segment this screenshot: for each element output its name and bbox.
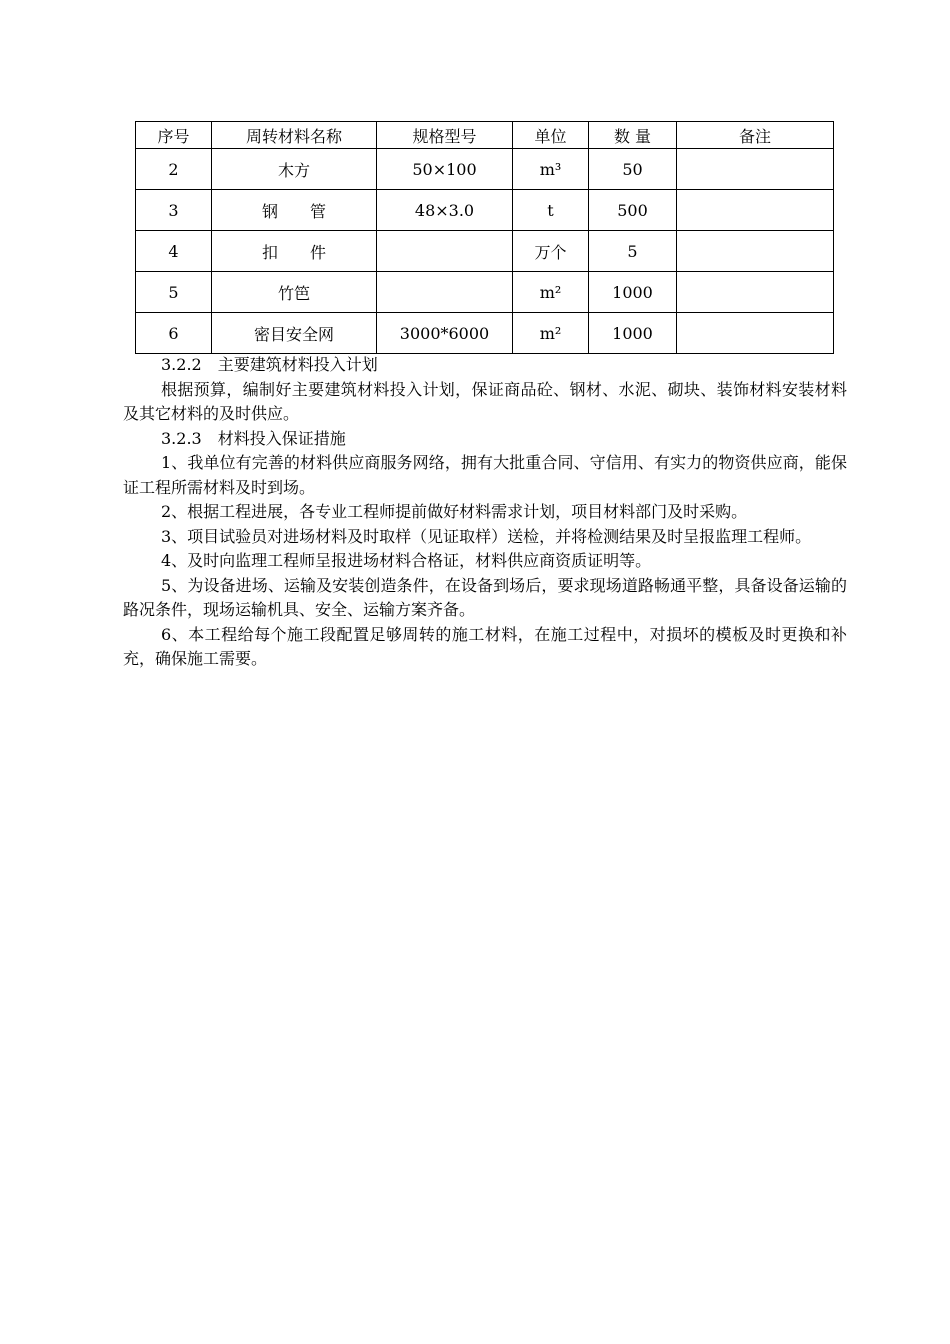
cell-material-name: 竹笆	[212, 272, 377, 313]
cell-remarks	[677, 149, 834, 190]
body-text	[123, 353, 847, 672]
cell-spec	[377, 272, 513, 313]
cell-quantity: 1000	[589, 272, 677, 313]
cell-index: 2	[136, 149, 212, 190]
cell-remarks	[677, 272, 834, 313]
cell-unit: 万个	[513, 231, 589, 272]
list-item: 4、及时向监理工程师呈报进场材料合格证，材料供应商资质证明等。	[161, 551, 652, 570]
cell-material-name: 钢 管	[212, 190, 377, 231]
header-quantity: 数 量	[589, 122, 677, 149]
cell-quantity: 1000	[589, 313, 677, 354]
table-row	[136, 149, 834, 190]
header-unit: 单位	[513, 122, 589, 149]
cell-index: 5	[136, 272, 212, 313]
cell-unit: t	[513, 190, 589, 231]
cell-spec: 3000*6000	[377, 313, 513, 354]
header-spec: 规格型号	[377, 122, 513, 149]
materials-table	[135, 121, 834, 354]
header-index: 序号	[136, 122, 212, 149]
section-322-paragraph: 根据预算，编制好主要建筑材料投入计划，保证商品砼、钢材、水泥、砌块、装饰材料安装材料及其它材料的及时供应。	[123, 379, 847, 423]
cell-index: 4	[136, 231, 212, 272]
cell-index: 6	[136, 313, 212, 354]
cell-spec: 48×3.0	[377, 190, 513, 231]
cell-quantity: 500	[589, 190, 677, 231]
table-row	[136, 272, 834, 313]
header-remarks: 备注	[677, 122, 834, 149]
cell-remarks	[677, 190, 834, 231]
list-item: 2、根据工程进展，各专业工程师提前做好材料需求计划，项目材料部门及时采购。	[161, 502, 748, 521]
header-material-name: 周转材料名称	[212, 122, 377, 149]
cell-material-name: 木方	[212, 149, 377, 190]
cell-index: 3	[136, 190, 212, 231]
list-item: 5、为设备进场、运输及安装创造条件，在设备到场后，要求现场道路畅通平整，具备设备运输的路况条件，现场运输机具、安全、运输方案齐备。	[123, 575, 847, 619]
cell-unit: m²	[513, 272, 589, 313]
cell-quantity: 50	[589, 149, 677, 190]
cell-unit: m³	[513, 149, 589, 190]
table-row	[136, 190, 834, 231]
list-item: 1、我单位有完善的材料供应商服务网络，拥有大批重合同、守信用、有实力的物资供应商，能保证工程所需材料及时到场。	[123, 453, 847, 497]
cell-remarks	[677, 313, 834, 354]
cell-material-name: 密目安全网	[212, 313, 377, 354]
cell-material-name: 扣 件	[212, 231, 377, 272]
list-item: 6、本工程给每个施工段配置足够周转的施工材料，在施工过程中，对损坏的模板及时更换和补充，确保施工需要。	[123, 624, 847, 668]
cell-spec	[377, 231, 513, 272]
cell-quantity: 5	[589, 231, 677, 272]
cell-spec: 50×100	[377, 149, 513, 190]
section-323-heading: 3.2.3 材料投入保证措施	[161, 428, 346, 448]
table-header-row	[136, 122, 834, 149]
section-322-heading: 3.2.2 主要建筑材料投入计划	[161, 355, 378, 374]
cell-remarks	[677, 231, 834, 272]
list-item: 3、项目试验员对进场材料及时取样（见证取样）送检，并将检测结果及时呈报监理工程师。	[161, 526, 812, 546]
table-row	[136, 231, 834, 272]
table-row	[136, 313, 834, 354]
cell-unit: m²	[513, 313, 589, 354]
